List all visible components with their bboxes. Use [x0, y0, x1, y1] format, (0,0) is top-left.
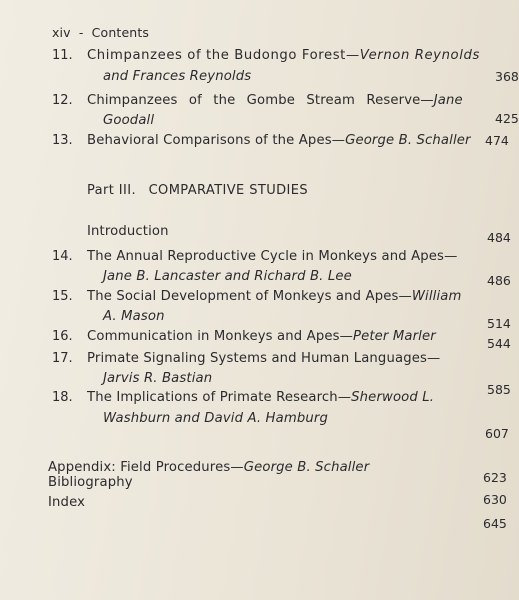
page-number: 585: [487, 382, 511, 397]
chapter-author-continued: Goodall: [103, 113, 155, 128]
chapter-title: Primate Signaling Systems and Human Languages: [87, 351, 427, 366]
chapter-title-line: Communication in Monkeys and Apes—Peter Marler: [87, 329, 436, 344]
page-number: 514: [487, 316, 511, 331]
chapter-author: Sherwood L.: [351, 390, 435, 405]
running-header: [52, 25, 149, 40]
chapter-title-line: The Annual Reproductive Cycle in Monkeys and Apes—: [87, 249, 458, 264]
chapter-author: Peter Marler: [352, 329, 436, 344]
appendix-label: Appendix: Field Procedures: [48, 460, 231, 475]
chapter-author-continued: Washburn and David A. Hamburg: [103, 411, 328, 426]
appendix-author: George B. Schaller: [243, 460, 370, 475]
chapter-number: 14.: [52, 249, 73, 264]
page-number: 474: [485, 133, 509, 148]
part-label: Part III.: [87, 183, 137, 198]
chapter-number: 16.: [52, 329, 73, 344]
chapter-number: 18.: [52, 390, 73, 405]
folio: xiv: [52, 25, 71, 40]
chapter-title-line: The Social Development of Monkeys and Apes—William: [87, 289, 462, 304]
chapter-title: Chimpanzees of the Gombe Stream Reserve: [87, 93, 421, 108]
chapter-author-continued: Jarvis R. Bastian: [103, 371, 213, 386]
chapter-title: Communication in Monkeys and Apes: [87, 329, 340, 344]
page-number: 368: [495, 69, 519, 84]
chapter-title-line: Primate Signaling Systems and Human Languages—: [87, 351, 441, 366]
page-number: 425: [495, 111, 519, 126]
part-heading: [87, 183, 308, 198]
chapter-number: 17.: [52, 351, 73, 366]
chapter-title: The Social Development of Monkeys and Apes: [87, 289, 399, 304]
part-title: COMPARATIVE STUDIES: [148, 183, 309, 198]
page-number: 630: [483, 492, 507, 507]
chapter-title-line: The Implications of Primate Research—Sherwood L.: [87, 390, 435, 405]
chapter-author: George B. Schaller: [345, 133, 471, 148]
page-number: 484: [487, 230, 511, 245]
page-number: 623: [483, 470, 507, 485]
page-number: 607: [485, 426, 509, 441]
chapter-author-continued: A. Mason: [103, 309, 165, 324]
chapter-title-line: Behavioral Comparisons of the Apes—George B. Schaller: [87, 133, 471, 148]
chapter-title-line: Chimpanzees of the Budongo Forest—Vernon Reynolds: [87, 48, 480, 63]
chapter-author: Jane: [433, 93, 463, 108]
bibliography-label: Bibliography: [48, 475, 133, 490]
chapter-number: 11.: [52, 48, 73, 63]
introduction-label: Introduction: [87, 224, 169, 239]
chapter-title: The Annual Reproductive Cycle in Monkeys and Apes: [87, 249, 445, 264]
chapter-author-continued: and Frances Reynolds: [103, 69, 252, 84]
chapter-author: William: [411, 289, 462, 304]
chapter-number: 13.: [52, 133, 73, 148]
header-title: Contents: [91, 25, 150, 40]
chapter-title: Chimpanzees of the Budongo Forest: [87, 48, 346, 63]
chapter-title: Behavioral Comparisons of the Apes: [87, 133, 332, 148]
chapter-author-continued: Jane B. Lancaster and Richard B. Lee: [103, 269, 352, 284]
appendix-line: Appendix: Field Procedures—George B. Schaller: [48, 460, 370, 475]
chapter-title-line: Chimpanzees of the Gombe Stream Reserve—Jane: [87, 93, 463, 108]
page-number: 544: [487, 336, 511, 351]
chapter-author: Vernon Reynolds: [359, 48, 480, 63]
index-label: Index: [48, 495, 86, 510]
chapter-title: The Implications of Primate Research: [87, 390, 338, 405]
chapter-number: 15.: [52, 289, 73, 304]
page-number: 486: [487, 273, 511, 288]
header-separator: -: [78, 25, 84, 40]
chapter-number: 12.: [52, 93, 73, 108]
page-number: 645: [483, 516, 507, 531]
